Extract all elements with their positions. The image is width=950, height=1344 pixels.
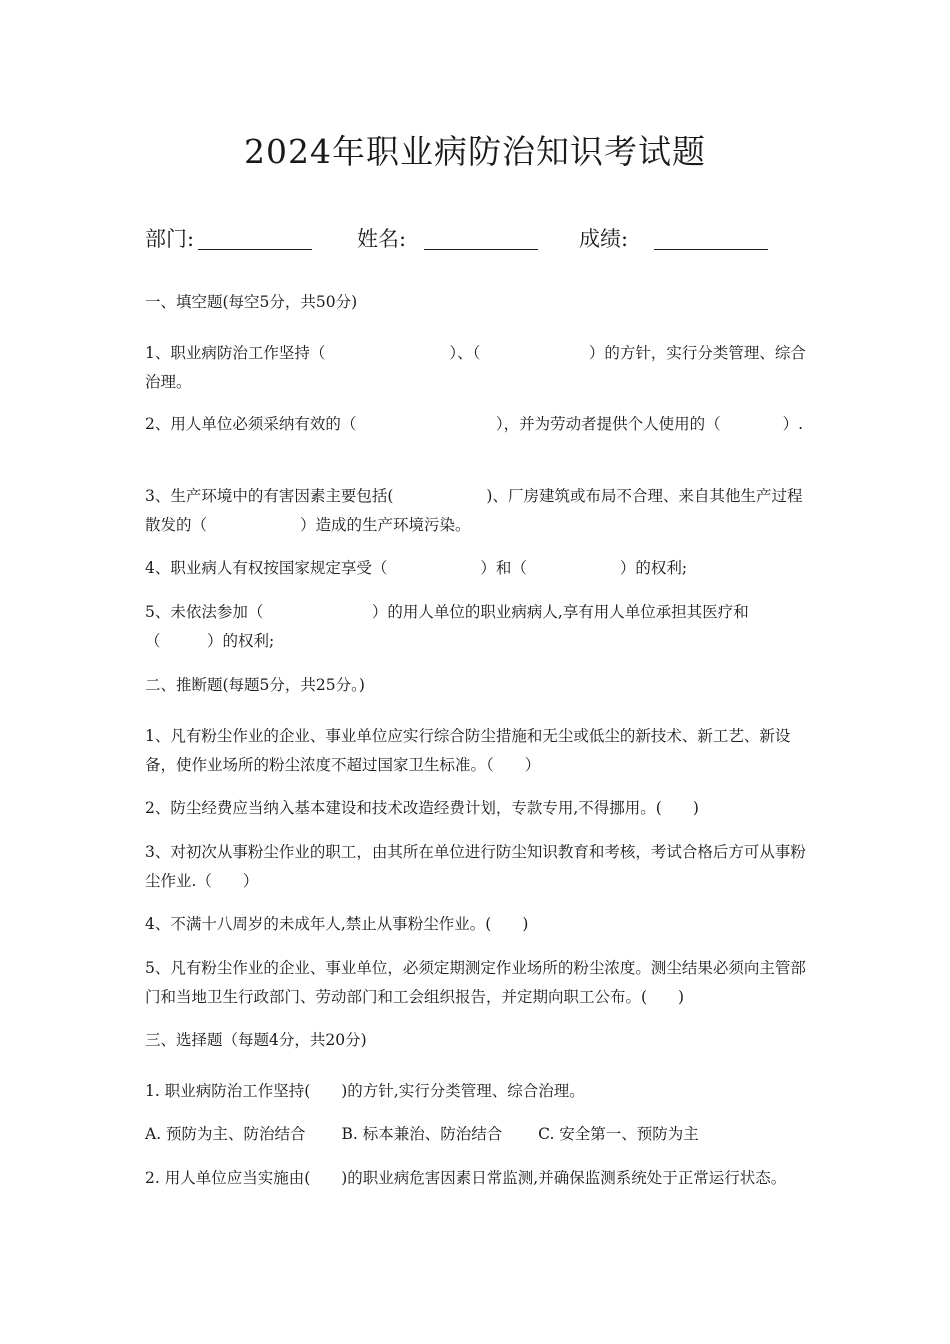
judgement-question-5: 5、凡有粉尘作业的企业、事业单位，必须定期测定作业场所的粉尘浓度。测尘结果必须向主管部门和当地卫生行政部门、劳动部门和工会组织报告，并定期向职工公布。( ) — [145, 959, 806, 1006]
section-heading-judgement: 二、推断题(每题5分，共25分。) — [145, 676, 365, 694]
section-heading-choice: 三、选择题（每题4分，共20分) — [145, 1031, 367, 1049]
fill-blank-question-3: 3、生产环境中的有害因素主要包括( )、厂房建筑或布局不合理、来自其他生产过程散发的（ ）造成的生产环境污染。 — [145, 487, 803, 534]
fill-blank-question-4: 4、职业病人有权按国家规定享受（ ）和（ ）的权利; — [145, 559, 688, 577]
name-blank — [424, 222, 538, 250]
department-label: 部门: — [145, 227, 195, 251]
department-blank — [198, 222, 312, 250]
choice-question-1: 1. 职业病防治工作坚持( )的方针,实行分类管理、综合治理。 — [145, 1082, 585, 1100]
judgement-question-4: 4、不满十八周岁的未成年人,禁止从事粉尘作业。( ) — [145, 915, 529, 933]
judgement-question-1: 1、凡有粉尘作业的企业、事业单位应实行综合防尘措施和无尘或低尘的新技术、新工艺、新设备，使作业场所的粉尘浓度不超过国家卫生标准。（ ） — [145, 727, 791, 774]
judgement-question-2: 2、防尘经费应当纳入基本建设和技术改造经费计划，专款专用,不得挪用。( ) — [145, 799, 699, 817]
fill-blank-question-2: 2、用人单位必须采纳有效的（ ），并为劳动者提供个人使用的（ ）. — [145, 415, 804, 433]
score-field — [579, 222, 768, 256]
section-heading-fill-blank: 一、填空题(每空5分，共50分) — [145, 293, 358, 311]
page-title: 2024年职业病防治知识考试题 — [244, 132, 706, 171]
choice-question-2: 2. 用人单位应当实施由( )的职业病危害因素日常监测,并确保监测系统处于正常运行状态。 — [145, 1169, 787, 1187]
fill-blank-question-1: 1、职业病防治工作坚持（ ）、（ ）的方针，实行分类管理、综合治理。 — [145, 344, 806, 391]
department-field — [145, 222, 312, 256]
score-label: 成绩: — [579, 227, 629, 251]
choice-question-1-options: A. 预防为主、防治结合 B. 标本兼治、防治结合 C. 安全第一、预防为主 — [145, 1125, 699, 1143]
name-label: 姓名: — [357, 227, 407, 251]
score-blank — [654, 222, 768, 250]
name-field — [357, 222, 538, 256]
fill-blank-question-5: 5、未依法参加（ ）的用人单位的职业病病人,享有用人单位承担其医疗和（ ）的权利; — [145, 603, 749, 650]
judgement-question-3: 3、对初次从事粉尘作业的职工，由其所在单位进行防尘知识教育和考核，考试合格后方可从事粉尘作业.（ ） — [145, 843, 806, 890]
